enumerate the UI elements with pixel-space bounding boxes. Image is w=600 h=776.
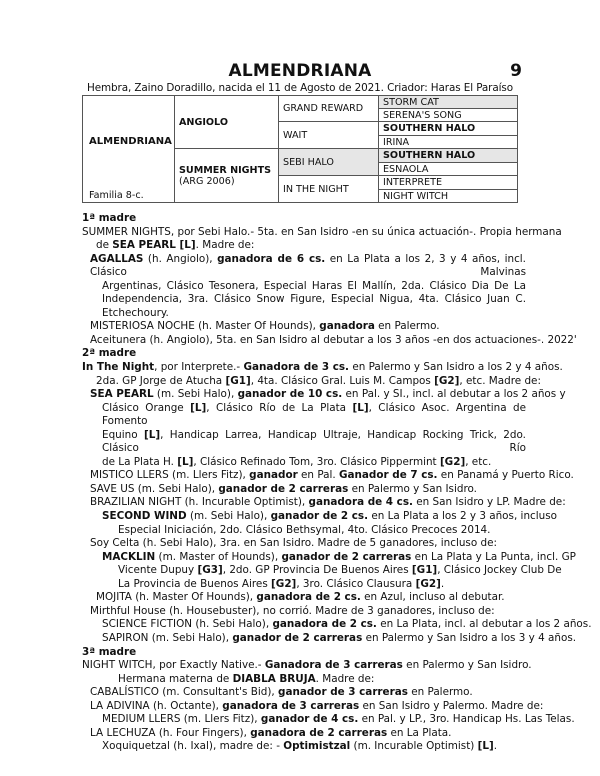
text-line: SECOND WIND (m. Sebi Halo), ganador de 2 cs. en La Plata a los 2 y 3 años, incluso: [102, 510, 557, 523]
section-heading-1: 1ª madre: [82, 212, 137, 224]
text-line: AGALLAS (h. Angiolo), ganadora de 6 cs. en La Plata a los 2, 3 y 4 años, incl. Clásico Malvinas: [90, 252, 526, 279]
text-line: MEDIUM LLERS (m. Llers Fitz), ganador de 4 cs. en Pal. y LP., 3ro. Handicap Hs. Las Telas.: [102, 713, 575, 726]
pedigree-dam-cell: [175, 149, 279, 203]
pedigree-gen3-6: ESNAOLA: [379, 163, 518, 176]
lot-number: 9: [510, 61, 522, 81]
pedigree-sire-sire: GRAND REWARD: [279, 96, 379, 122]
pedigree-dam-origin: (ARG 2006): [179, 175, 235, 187]
text-line: LA LECHUZA (h. Four Fingers), ganadora de 2 carreras en La Plata.: [90, 726, 452, 739]
horse-description: Hembra, Zaino Doradillo, nacida el 11 de Agosto de 2021. Criador: Haras El Paraíso: [87, 82, 513, 94]
text-line: 2da. GP Jorge de Atucha [G1], 4ta. Clásico Gral. Luis M. Campos [G2], etc. Madre de:: [96, 374, 541, 387]
text-line: SAPIRON (m. Sebi Halo), ganador de 2 carreras en Palermo y San Isidro a los 3 y 4 años.: [102, 631, 577, 644]
pedigree-sire-dam: WAIT: [279, 122, 379, 149]
text-line: Argentinas, Clásico Tesonera, Especial Haras El Mallín, 2da. Clásico Dia De La: [102, 279, 526, 292]
text-line: SEA PEARL (m. Sebi Halo), ganador de 10 cs. en Pal. y SI., incl. al debutar a los 2 años y: [90, 388, 566, 401]
pedigree-horse-cell: [83, 96, 175, 203]
pedigree-horse: ALMENDRIANA: [89, 136, 172, 147]
pedigree-gen3-8: NIGHT WITCH: [379, 190, 518, 203]
pedigree-family: Familia 8-c.: [89, 190, 144, 201]
pedigree-gen3-7: INTERPRETE: [379, 176, 518, 190]
text-line: Aceitunera (h. Angiolo), 5ta. en San Isidro al debutar a los 3 años -en dos actuaciones-. 2022': [90, 333, 577, 346]
text-line: MISTICO LLERS (m. Llers Fitz), ganador en Pal. Ganador de 7 cs. en Panamá y Puerto Rico.: [90, 469, 574, 482]
pedigree-gen3-2: SERENA'S SONG: [379, 109, 518, 122]
page-title: ALMENDRIANA: [228, 61, 372, 81]
pedigree-dam: SUMMER NIGHTS: [179, 164, 272, 176]
text-line: Equino [L], Handicap Larrea, Handicap Ultraje, Handicap Rocking Trick, 2do. Clásico Río: [102, 428, 526, 455]
pedigree-table: [82, 95, 518, 203]
text-line: Soy Celta (h. Sebi Halo), 3ra. en San Isidro. Madre de 5 ganadores, incluso de:: [90, 537, 497, 550]
text-line: Clásico Orange [L], Clásico Río de La Plata [L], Clásico Asoc. Argentina de Fomento: [102, 401, 526, 428]
pedigree-dam-sire: SEBI HALO: [279, 149, 379, 176]
text-line: SCIENCE FICTION (h. Sebi Halo), ganadora de 2 cs. en La Plata, incl. al debutar a los 2 años.: [102, 618, 592, 631]
text-line: Especial Iniciación, 2do. Clásico Bethsymal, 4to. Clásico Precoces 2014.: [118, 523, 491, 536]
text-line: MISTERIOSA NOCHE (h. Master Of Hounds), ganadora en Palermo.: [90, 320, 440, 333]
pedigree-gen3-5: SOUTHERN HALO: [379, 149, 518, 163]
text-line: Hermana materna de DIABLA BRUJA. Madre de:: [118, 672, 375, 685]
pedigree-gen3-4: IRINA: [379, 136, 518, 149]
text-line: Mirthful House (h. Housebuster), no corrió. Madre de 3 ganadores, incluso de:: [90, 604, 495, 617]
text-line: MOJITA (h. Master Of Hounds), ganadora de 2 cs. en Azul, incluso al debutar.: [96, 591, 505, 604]
text-line: In The Night, por Interprete.- Ganadora de 3 cs. en Palermo y San Isidro a los 2 y 4 años.: [82, 361, 563, 374]
text-line: Independencia, 3ra. Clásico Snow Figure, Especial Nigua, 4ta. Clásico Juan C. Etchechoury.: [102, 293, 526, 319]
text-line: NIGHT WITCH, por Exactly Native.- Ganadora de 3 carreras en Palermo y San Isidro.: [82, 659, 532, 672]
text-line: de La Plata H. [L], Clásico Refinado Tom, 3ro. Clásico Pippermint [G2], etc.: [102, 455, 492, 468]
text-line: La Provincia de Buenos Aires [G2], 3ro. Clásico Clausura [G2].: [118, 577, 445, 590]
pedigree-gen3-1: STORM CAT: [379, 96, 518, 109]
section-heading-2: 2ª madre: [82, 347, 137, 360]
pedigree-gen3-3: SOUTHERN HALO: [379, 122, 518, 136]
text-line: MACKLIN (m. Master of Hounds), ganador de 2 carreras en La Plata y La Punta, incl. GP: [102, 550, 576, 563]
text-line: SAVE US (m. Sebi Halo), ganador de 2 carreras en Palermo y San Isidro.: [90, 482, 477, 495]
text-line: LA ADIVINA (h. Octante), ganadora de 3 carreras en San Isidro y Palermo. Madre de:: [90, 699, 544, 712]
text-line: CABALÍSTICO (m. Consultant's Bid), ganador de 3 carreras en Palermo.: [90, 686, 473, 699]
pedigree-sire: ANGIOLO: [175, 96, 279, 149]
text-line: Xoquiquetzal (h. Ixal), madre de: - Optimistzal (m. Incurable Optimist) [L].: [102, 740, 498, 753]
text-line: BRAZILIAN NIGHT (h. Incurable Optimist), ganadora de 4 cs. en San Isidro y LP. Madre de:: [90, 496, 566, 509]
section-heading-3: 3ª madre: [82, 645, 137, 658]
text-line: Vicente Dupuy [G3], 2do. GP Provincia De Buenos Aires [G1], Clásico Jockey Club De: [118, 564, 562, 577]
text-line: SUMMER NIGHTS, por Sebi Halo.- 5ta. en San Isidro -en su única actuación-. Propia hermana: [82, 225, 562, 238]
produce-record: [82, 212, 592, 754]
text-line: de SEA PEARL [L]. Madre de:: [96, 239, 255, 252]
pedigree-dam-dam: IN THE NIGHT: [279, 176, 379, 203]
